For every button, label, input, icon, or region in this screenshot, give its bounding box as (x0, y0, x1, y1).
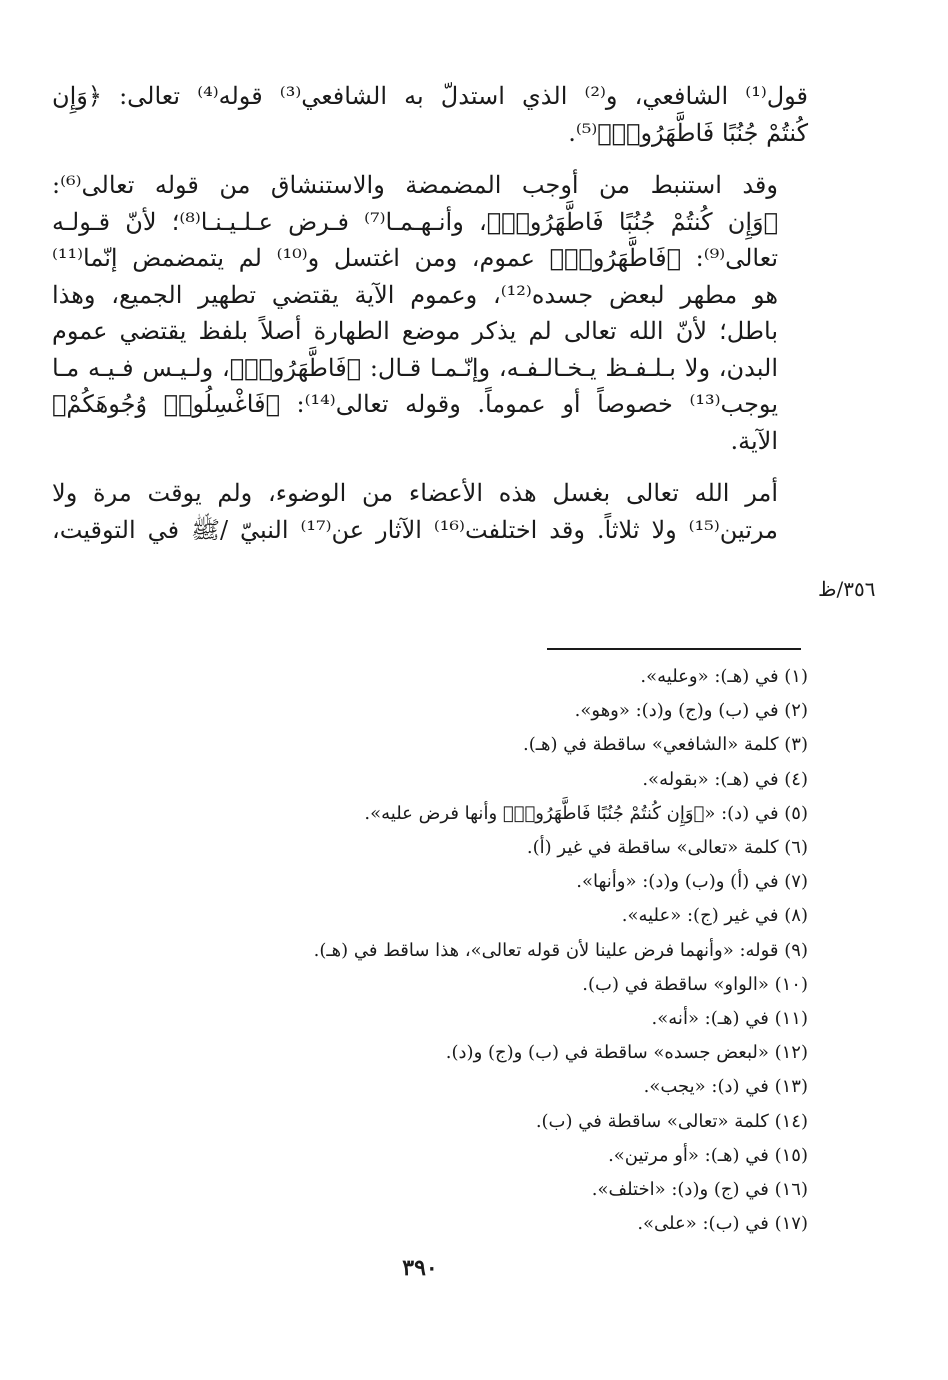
footnote: (٤) في (هـ): «بقوله». (642, 768, 808, 790)
text-line: يوجب⁽¹³⁾ خصوصاً أو عموماً. وقوله تعالى⁽¹⁴⁾: ﴿فَاغْسِلُوا۟ وُجُوهَكُمْ﴾ (52, 390, 778, 418)
text-line: قول⁽¹⁾ الشافعي، و⁽²⁾ الذي استدلّ به الشافعي⁽³⁾ قوله⁽⁴⁾ تعالى: ﴿وَإِن (52, 82, 809, 110)
footnote: (١٢) «لبعض جسده» ساقطة في (ب) و(ج) و(د). (445, 1042, 808, 1064)
manuscript-folio-marker: ٣٥٦/ظ (818, 577, 876, 601)
text-line: مرتين⁽¹⁵⁾ ولا ثلاثاً. وقد اختلفت⁽¹⁶⁾ الآثار عن⁽¹⁷⁾ النبيّ /ﷺ في التوقيت، (52, 515, 778, 544)
footnote: (٩) قوله: «وأنهما فرض علينا لأن قوله تعالى»، هذا ساقط في (هـ). (313, 939, 808, 961)
text-line: الآية. (730, 426, 778, 455)
paragraph (52, 167, 808, 459)
footnote: (١٤) كلمة «تعالى» ساقطة في (ب). (535, 1110, 808, 1132)
page-number: ٣٩٠ (402, 1255, 438, 1281)
paragraph (52, 475, 808, 548)
text-line: أمر الله تعالى بغسل هذه الأعضاء من الوضوء، ولم يوقت مرة ولا (52, 479, 778, 507)
text-line: البدن، ولا بـلـفـظ يـخـالـفـه، وإنّـمـا قـال: ﴿فَاطَّهَرُوا۟﴾، ولـيـس فـيـه مـا (52, 353, 778, 382)
footnote: (١٣) في (د): «يجب». (643, 1076, 808, 1098)
footnote: (١١) في (هـ): «أنه». (651, 1008, 808, 1030)
footnote: (١٥) في (هـ): «أو مرتين». (608, 1144, 808, 1166)
footnote: (١) في (هـ): «وعليه». (640, 666, 808, 687)
text-line: وقد استنبط من أوجب المضمضة والاستنشاق من قوله تعالى⁽⁶⁾: (52, 171, 778, 199)
footnote: (١٠) «الواو» ساقطة في (ب). (582, 973, 808, 995)
text-line: باطل؛ لأنّ الله تعالى لم يذكر موضع الطهارة أصلاً بلفظ يقتضي عموم (52, 317, 778, 345)
paragraph (52, 78, 808, 151)
footnote: (٨) في غير (ج): «عليه». (621, 905, 808, 927)
text-line: تعالى⁽⁹⁾: ﴿فَاطَّهَرُوا۟﴾ عموم، ومن اغتسل و⁽¹⁰⁾ لم يتمضمض إنّما⁽¹¹⁾ (52, 244, 778, 272)
footnote: (١٦) في (ج) و(د): «اختلف». (591, 1179, 808, 1201)
main-text-body (52, 78, 808, 564)
text-line: كُنتُمْ جُنُبًا فَاطَّهَرُوا۟﴾⁽⁵⁾. (568, 118, 808, 147)
footnote: (٦) كلمة «تعالى» ساقطة في غير (أ). (526, 837, 808, 859)
footnotes-list (108, 660, 808, 1241)
footnote-divider (547, 648, 801, 650)
footnote: (١٧) في (ب): «على». (637, 1213, 808, 1235)
footnote: (٧) في (أ) و(ب) و(د): «وأنها». (576, 871, 808, 893)
text-line: ﴿وَإِن كُنتُمْ جُنُبًا فَاطَّهَرُوا۟﴾، وأنـهـمـا⁽⁷⁾ فـرض عـلـيـنـا⁽⁸⁾؛ لأنّ قـولـه (52, 207, 778, 236)
text-line: هو مطهر لبعض جسده⁽¹²⁾، وعموم الآية يقتضي تطهير الجميع، وهذا (52, 280, 779, 309)
footnote: (٥) في (د): «﴿وَإِن كُنتُمْ جُنُبًا فَاطَّهَرُوا۟﴾ وأنها فرض عليه». (364, 802, 808, 824)
footnote: (٢) في (ب) و(ج) و(د): «وهو». (574, 700, 808, 722)
footnote: (٣) كلمة «الشافعي» ساقطة في (هـ). (523, 734, 808, 756)
